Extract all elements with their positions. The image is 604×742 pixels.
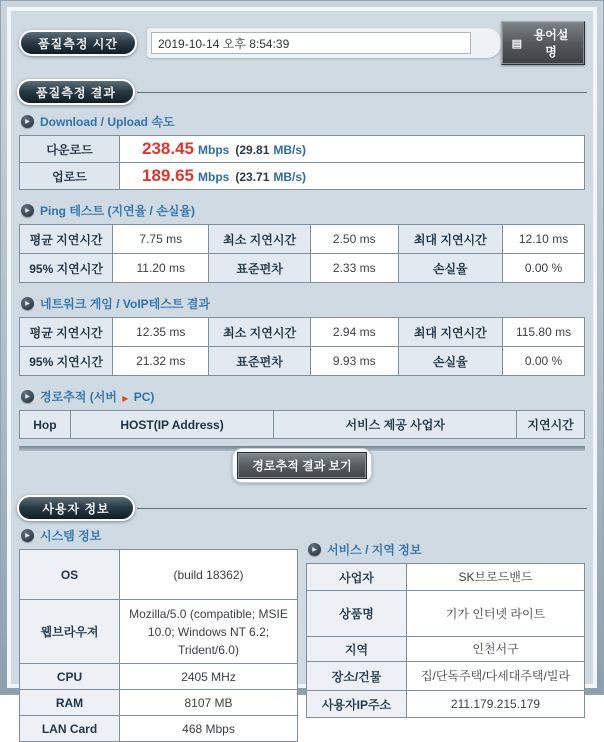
system-info-title bbox=[21, 527, 298, 544]
table-row bbox=[20, 664, 298, 690]
table-row bbox=[20, 163, 585, 190]
game-voip-section bbox=[19, 295, 585, 376]
info-label: 사용자IP주소 bbox=[307, 691, 407, 718]
stat-label: 최소 지연시간 bbox=[209, 225, 311, 254]
speed-row-label: 업로드 bbox=[20, 163, 120, 190]
stat-value: 2.50 ms bbox=[310, 225, 398, 254]
upload-speed-value: 189.65 bbox=[142, 166, 194, 185]
route-trace-section-title bbox=[21, 388, 585, 405]
stat-label: 95% 지연시간 bbox=[20, 347, 113, 376]
ping-section-title bbox=[21, 202, 585, 219]
game-voip-table bbox=[19, 317, 585, 376]
ping-table bbox=[19, 224, 585, 283]
divider-line bbox=[137, 508, 587, 509]
speed-table bbox=[19, 135, 585, 190]
info-label: RAM bbox=[20, 690, 120, 716]
info-value: 211.179.215.179 bbox=[407, 691, 585, 718]
time-field-wrap bbox=[147, 28, 501, 58]
section-bullet-icon: ▶ bbox=[21, 297, 34, 310]
info-value: 집/단독주택/다세대주택/빌라 bbox=[407, 662, 585, 691]
info-value: 인천서구 bbox=[407, 637, 585, 662]
table-row bbox=[20, 254, 585, 283]
section-bullet-icon: ▶ bbox=[21, 115, 34, 128]
speed-alt-unit: MB/s) bbox=[273, 170, 307, 184]
table-row bbox=[20, 600, 298, 664]
game-voip-title-text: 네트워크 게임 / VoIP테스트 결과 bbox=[40, 297, 210, 311]
route-trace-table bbox=[19, 410, 585, 439]
info-value: SK브로드밴드 bbox=[407, 564, 585, 591]
speed-alt-value: (23.71 bbox=[235, 170, 270, 184]
info-value: 468 Mbps bbox=[120, 716, 298, 742]
speed-unit: Mbps bbox=[198, 143, 230, 157]
column-header-provider: 서비스 제공 사업자 bbox=[274, 411, 517, 439]
stat-value: 2.94 ms bbox=[310, 318, 398, 347]
table-row bbox=[307, 662, 585, 691]
stat-value: 11.20 ms bbox=[113, 254, 209, 283]
column-header-latency: 지연시간 bbox=[517, 411, 585, 439]
system-info-column bbox=[19, 527, 298, 742]
route-title-prefix: 경로추적 (서버 bbox=[40, 390, 117, 404]
table-row bbox=[307, 591, 585, 637]
speed-title-text: Download / Upload 속도 bbox=[40, 115, 175, 129]
stat-label: 평균 지연시간 bbox=[20, 225, 113, 254]
table-row bbox=[307, 637, 585, 662]
system-info-title-text: 시스템 정보 bbox=[40, 529, 102, 543]
stat-label: 표준편차 bbox=[209, 347, 311, 376]
route-title-text bbox=[40, 388, 154, 405]
ping-title-text: Ping 테스트 (지연율 / 손실율) bbox=[40, 204, 195, 218]
game-voip-section-title bbox=[21, 295, 585, 312]
speed-section-title bbox=[21, 113, 585, 130]
view-route-results-button[interactable]: 경로추적 결과 보기 bbox=[237, 452, 366, 479]
table-header-row bbox=[20, 411, 585, 439]
table-row bbox=[20, 136, 585, 163]
stat-label: 손실율 bbox=[398, 254, 503, 283]
info-label: 상품명 bbox=[307, 591, 407, 637]
info-label: CPU bbox=[20, 664, 120, 690]
stat-value: 12.35 ms bbox=[113, 318, 209, 347]
stat-value: 0.00 % bbox=[503, 347, 585, 376]
stat-value: 2.33 ms bbox=[310, 254, 398, 283]
speed-row-label: 다운로드 bbox=[20, 136, 120, 163]
download-speed-value: 238.45 bbox=[142, 139, 194, 158]
info-label: 장소/건물 bbox=[307, 662, 407, 691]
results-section-title: 품질측정 결과 bbox=[17, 79, 135, 105]
speed-section bbox=[19, 113, 585, 190]
table-row bbox=[20, 690, 298, 716]
service-info-title bbox=[308, 541, 585, 558]
column-header-hop: Hop bbox=[20, 411, 71, 439]
stat-value: 12.10 ms bbox=[503, 225, 585, 254]
table-row bbox=[20, 347, 585, 376]
user-info-columns bbox=[19, 527, 585, 742]
stat-label: 최대 지연시간 bbox=[398, 225, 503, 254]
route-trace-section bbox=[19, 388, 585, 483]
info-value: 8107 MB bbox=[120, 690, 298, 716]
page-content bbox=[11, 11, 593, 736]
user-section-title: 사용자 정보 bbox=[17, 495, 135, 521]
table-row bbox=[20, 716, 298, 742]
table-row bbox=[20, 225, 585, 254]
stat-value: 21.32 ms bbox=[113, 347, 209, 376]
speed-alt-value: (29.81 bbox=[235, 143, 270, 157]
ping-section bbox=[19, 202, 585, 283]
user-section-header bbox=[17, 495, 587, 521]
stat-label: 손실율 bbox=[398, 347, 503, 376]
service-info-column bbox=[306, 527, 585, 742]
document-icon: ▤ bbox=[511, 37, 523, 50]
info-label: 사업자 bbox=[307, 564, 407, 591]
info-label: 웹브라우져 bbox=[20, 600, 120, 664]
stat-label: 평균 지연시간 bbox=[20, 318, 113, 347]
table-row bbox=[307, 564, 585, 591]
section-bullet-icon: ▶ bbox=[21, 204, 34, 217]
stat-label: 95% 지연시간 bbox=[20, 254, 113, 283]
stat-label: 표준편차 bbox=[209, 254, 311, 283]
speed-unit: Mbps bbox=[198, 170, 230, 184]
service-info-table bbox=[306, 563, 585, 718]
stat-label: 최대 지연시간 bbox=[398, 318, 503, 347]
table-row bbox=[20, 318, 585, 347]
section-bullet-icon: ▶ bbox=[308, 543, 321, 556]
section-bullet-icon: ▶ bbox=[21, 529, 34, 542]
play-arrow-icon: ▶ bbox=[122, 394, 129, 403]
info-value: (build 18362) bbox=[120, 550, 298, 600]
info-label: OS bbox=[20, 550, 120, 600]
table-row bbox=[20, 550, 298, 600]
section-bullet-icon: ▶ bbox=[21, 390, 34, 403]
glossary-button-label: 용어설명 bbox=[533, 28, 569, 59]
speed-row-value bbox=[120, 136, 585, 163]
page-frame-inner bbox=[7, 7, 597, 736]
column-header-host: HOST(IP Address) bbox=[70, 411, 273, 439]
info-value: 2405 MHz bbox=[120, 664, 298, 690]
stat-value: 9.93 ms bbox=[310, 347, 398, 376]
divider-line bbox=[137, 92, 587, 93]
stat-value: 7.75 ms bbox=[113, 225, 209, 254]
route-button-pill bbox=[232, 448, 371, 483]
table-row bbox=[307, 691, 585, 718]
glossary-button[interactable] bbox=[501, 21, 585, 65]
info-label: 지역 bbox=[307, 637, 407, 662]
stat-value: 0.00 % bbox=[503, 254, 585, 283]
system-info-table bbox=[19, 549, 298, 742]
stat-value: 115.80 ms bbox=[503, 318, 585, 347]
info-value: 기가 인터넷 라이트 bbox=[407, 591, 585, 637]
measurement-time-label: 품질측정 시간 bbox=[19, 30, 137, 56]
route-button-row bbox=[19, 448, 585, 483]
info-value: Mozilla/5.0 (compatible; MSIE 10.0; Windows NT 6.2; Trident/6.0) bbox=[120, 600, 298, 664]
info-label: LAN Card bbox=[20, 716, 120, 742]
measurement-time-input[interactable] bbox=[151, 32, 471, 54]
speed-alt-unit: MB/s) bbox=[273, 143, 307, 157]
route-title-suffix: PC) bbox=[133, 390, 155, 404]
speed-row-value bbox=[120, 163, 585, 190]
results-section-header bbox=[17, 79, 587, 105]
stat-label: 최소 지연시간 bbox=[209, 318, 311, 347]
service-info-title-text: 서비스 / 지역 정보 bbox=[327, 543, 422, 557]
measurement-time-bar bbox=[19, 21, 585, 65]
